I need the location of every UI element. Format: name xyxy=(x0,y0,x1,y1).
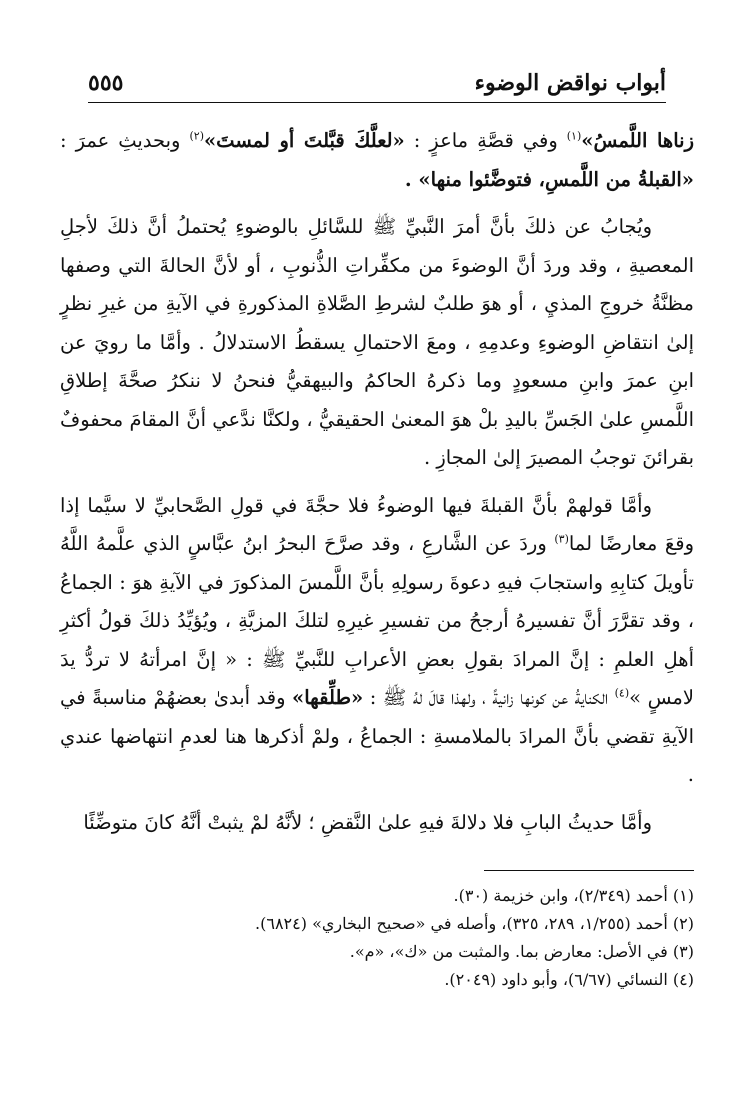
footnote-2: (٢) أحمد (١/٢٥٥، ٢٨٩، ٣٢٥)، وأصله في «صحيح البخاري» (٦٨٢٤). xyxy=(255,914,694,933)
footnote-1: (١) أحمد (٢/٣٤٩)، وابن خزيمة (٣٠). xyxy=(453,886,694,905)
paragraph-3-text: وقد أبدىٰ بعضهُمْ مناسبةً في الآيةِ تقضي بأنَّ المرادَ بالملامسةِ : الجماعُ ، ولمْ أذكرها هنا لعدمِ انتهاضها عندي . xyxy=(60,686,694,786)
footnote-ref-2: (٢) xyxy=(189,129,204,143)
hadith-quote: «طلِّقها» xyxy=(292,686,364,709)
paragraph-4: وأمَّا حديثُ البابِ فلا دلالةَ فيهِ علىٰ النَّقضِ ؛ لأنَّهُ لمْ يثبتْ أنَّهُ كانَ متوضِّئًا xyxy=(83,810,652,834)
footnote-ref-4: (٤) xyxy=(614,686,630,700)
paragraph-3-text: الكنايةُ عن كونها زانيةً ، ولهذا قالَ لهُ ﷺ : xyxy=(363,686,615,709)
paragraph-3-text: وردَ عن الشَّارعِ ، وقد صرَّحَ البحرُ ابنُ عبَّاسٍ الذي علَّمهُ اللَّهُ تأويلَ كتابِهِ واستجابَ فيهِ دعوةَ رسولِهِ بأنَّ اللَّمسَ المذكورَ في الآيةِ هوَ : الجماعُ ، وقد تقرَّرَ أنَّ تفسيرهُ أرجحُ من تفسيرِ غيرِهِ لتلكَ المزيَّةِ ، ويُؤيِّدُ ذلكَ قولُ أكثرِ أهلِ العلمِ : إنَّ المرادَ بقولِ بعضِ الأعرابِ للنَّبيِّ ﷺ : « إنَّ امرأتهُ لا تردُّ يدَ لامسٍ » xyxy=(60,532,694,709)
page-header xyxy=(88,62,666,103)
page-number: ٥٥٥ xyxy=(88,70,124,96)
hadith-quote: «لعلَّكَ قبَّلتَ أو لمستَ» xyxy=(203,129,405,152)
paragraph-1-text: وفي قصَّةِ ماعزٍ : xyxy=(404,129,567,152)
footnote-ref-1: (١) xyxy=(566,129,582,143)
running-title: أبواب نواقض الوضوء xyxy=(474,70,666,96)
paragraph-3 xyxy=(60,487,694,795)
footnote-ref-3: (٣) xyxy=(554,532,569,546)
footnote-3: (٣) في الأصل: معارض بما. والمثبت من «ك»، «م». xyxy=(349,942,694,961)
footnote-divider xyxy=(484,870,694,871)
paragraph-3-text: وأمَّا قولهمْ بأنَّ القبلةَ فيها الوضوءُ فلا حجَّةَ في قولِ الصَّحابيِّ لا سيَّما إذا وقعَ معارضًا لما xyxy=(60,493,694,555)
footnote-4: (٤) النسائي (٦/٦٧)، وأبو داود (٢٠٤٩). xyxy=(444,970,694,989)
footnotes xyxy=(60,882,694,994)
main-text xyxy=(60,122,694,851)
hadith-quote: زناها اللَّمسُ» xyxy=(581,129,694,152)
paragraph-2: ويُجابُ عن ذلكَ بأنَّ أمرَ النَّبيِّ ﷺ للسَّائلِ بالوضوءِ يُحتملُ أنَّ ذلكَ لأجلِ المعصيةِ ، وقد وردَ أنَّ الوضوءَ من مكفِّراتِ الذُّنوبِ ، أو لأنَّ الحالةَ التي وصفها مظنَّةُ خروجِ المذيِ ، أو هوَ طلبٌ لشرطِ الصَّلاةِ المذكورةِ في الآيةِ من غيرِ نظرٍ إلىٰ انتقاضِ الوضوءِ وعدمِهِ ، ومعَ الاحتمالِ يسقطُ الاستدلالُ . وأمَّا ما رويَ عن ابنِ عمرَ وابنِ مسعودٍ وما ذكرهُ الحاكمُ والبيهقيُّ فنحنُ لا ننكرُ صحَّةَ إطلاقِ اللَّمسِ علىٰ الجَسِّ باليدِ بلْ هوَ المعنىٰ الحقيقيُّ ، ولكنَّا ندَّعي أنَّ المقامَ محفوفٌ بقرائنَ توجبُ المصيرَ إلىٰ المجازِ . xyxy=(60,215,694,469)
paragraph-1 xyxy=(60,122,694,199)
hadith-quote: «القبلةُ من اللَّمسِ، فتوضَّئوا منها» . xyxy=(404,167,694,191)
paragraph-1-text: وبحديثِ عمرَ : xyxy=(60,129,190,152)
